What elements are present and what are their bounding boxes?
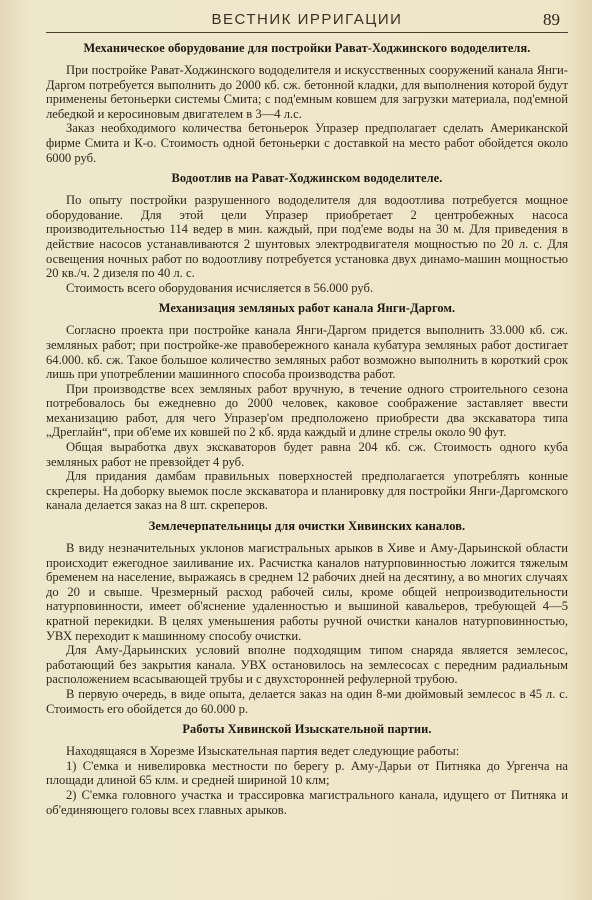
running-header — [46, 10, 568, 33]
paragraph: Согласно проекта при постройке канала Янги-Даргом придется выполнить 33.000 кб. сж. земляных работ; при постройке-же правобережного канала кубатура земляных работ достигает 64.000. кб. сж. Такое большое количество земляных работ возможно выполнить в короткий срок лишь при употреблении машинного способа производства работ. — [46, 323, 568, 382]
paragraph: По опыту постройки разрушенного вододелителя для водоотлива потребуется мощное оборудование. Для этой цели Упразер приобретает 2 центробежных насоса производительностью 114 ведер в мин. каждый, при под'еме воды на 30 м. Для приведения в действие насосов устанавливаются 2 шунтовых электродвигателя мощностью по 20 л. с. Для освещения ночных работ по водоотливу потребуется установка двух динамо-машин мощностью 20 кв./ч. 2 дизеля по 40 л. с. — [46, 193, 568, 281]
journal-title: ВЕСТНИК ИРРИГАЦИИ — [211, 11, 403, 28]
page-number: 89 — [543, 10, 560, 29]
paragraph: Находящаяся в Хорезме Изыскательная партия ведет следующие работы: — [66, 744, 460, 759]
paragraph: Заказ необходимого количества бетоньерок Упразер предполагает сделать Американской фирме Смита и К-о. Стоимость одной бетоньерки с доставкой на место работ обойдется около 6000 руб. — [46, 121, 568, 165]
list-item: 1) С'емка и нивелировка местности по берегу р. Аму-Дарьи от Питняка до Ургенча на площади длиной 65 клм. и средней шириной 10 клм; — [46, 758, 568, 788]
section-heading-earthworks-mechanization: Механизация земляных работ канала Янги-Даргом. — [158, 301, 456, 316]
paragraph: В первую очередь, в виде опыта, делается заказ на один 8-ми дюймовый землесос в 45 л. с. Стоимость его обойдется до 60.000 р. — [46, 686, 568, 716]
section-heading-dredgers: Землечерпательницы для очистки Хивинских каналов. — [148, 519, 466, 534]
paragraph: При производстве всех земляных работ вручную, в течение одного строительного сезона потребовалось бы ежедневно до 2000 человек, каковое соображение заставляет ввести механизацию работ, для чего Упразер'ом предположено приобрести два экскаватора типа „Дреглайн“, при об'еме их ковшей по 2 кб. ярда каждый и длине стрелы около 90 фут. — [46, 381, 568, 440]
paragraph: Общая выработка двух экскаваторов будет равна 204 кб. сж. Стоимость одного куба земляных работ не превзойдет 4 руб. — [46, 440, 568, 469]
paragraph: Для Аму-Дарьинских условий вполне подходящим типом снаряда является землесос, работающий без закрытия канала. УВХ остановилось на землесосах с передним радиальным расположением всасывающей трубы и с двухсторонней рефулерной трубою. — [46, 643, 568, 687]
list-item: 2) С'емка головного участка и трассировка магистрального канала, идущего от Питняка и об'единяющего головы всех главных арыков. — [46, 787, 568, 817]
section-heading-mechanical-equipment: Механическое оборудование для постройки Рават-Ходжинского вододелителя. — [83, 41, 531, 55]
paragraph: При постройке Рават-Ходжинского вододелителя и искусственных сооружений канала Янги-Даргом потребуется выполнить до 2000 кб. сж. бетонной кладки, для выполнения которой будут применены бетоньерки системы Смита; с под'емным ковшем для загрузки материала, под'емной лебедкой и керосиновым двигателем в 3—4 л.с. — [46, 63, 568, 121]
paragraph: Стоимость всего оборудования исчисляется в 56.000 руб. — [66, 280, 374, 295]
paragraph: В виду незначительных уклонов магистральных арыков в Хиве и Аму-Дарьинской области происходит ежегодное заиливание их. Расчистка каналов натурповинностью ложится тяжелым бременем на население, выражаясь в среднем 12 рабочих дней на десятину, а во многих случаях до 20 и свыше. Чрезмерный расход рабочей силы, кроме общей непроизводительности натурповинности, имеет об'яснение удаленностью и вышиной кавальеров, требующей 4—5 кратной перекидки. В целях уменьшения работы ручной очистки каналов натурповинностью, УВХ переходит к машинному способу очистки. — [46, 541, 568, 643]
section-heading-khiva-survey: Работы Хивинской Изыскательной партии. — [182, 722, 432, 737]
section-heading-drainage: Водоотлив на Рават-Ходжинском вододелителе. — [171, 171, 443, 186]
paragraph: Для придания дамбам правильных поверхностей предполагается употреблять конные скреперы. На доборку выемок после экскаватора и планировку для постройки Янги-Даргомского канала делается заказ на 8 шт. скреперов. — [46, 469, 569, 513]
